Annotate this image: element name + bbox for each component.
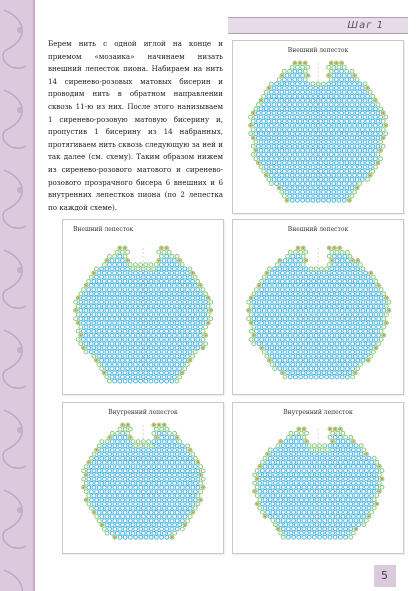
diagram-title: Внутренний лепесток (108, 409, 178, 416)
diagram-inner-petal-1 (62, 402, 224, 554)
diagram-title: Внутренний лепесток (283, 409, 353, 416)
diagram-outer-petal-2 (62, 219, 224, 395)
bead-pattern-graphic (63, 403, 223, 553)
page-number: 5 (381, 569, 388, 582)
step-label: Шаг 1 (347, 20, 384, 31)
sidebar-divider (33, 0, 35, 591)
bead-pattern-graphic (63, 220, 223, 394)
bead-pattern-graphic (233, 403, 403, 553)
step-header-bar (228, 17, 408, 34)
diagram-title: Внешний лепесток (287, 47, 349, 54)
bead-pattern-graphic (233, 220, 403, 394)
diagram-title: Внешний лепесток (287, 226, 349, 233)
bead-pattern-graphic (233, 41, 403, 213)
diagram-inner-petal-2 (232, 402, 404, 554)
page-number-box (374, 565, 396, 587)
floral-ornament (0, 0, 33, 591)
intro-paragraph: Берем нить с одной иглой на конце и приемом «мозаика» начинаем низать внешний лепесток пиона. Набираем на нить 14 сиренево-розовых матовых бисерин и проводим нить в обратном направлении сквозь 11-ю из них. После этого нанизываем 1 сиренево-розовую матовую бисерину и, пропустив 1 бисерину из 14 набранных, протягиваем нить сквозь следующую за ней и так далее (см. схему). Таким образом нижем из сиренево-розового матового и сиренево-розового прозрачного бисера 6 внешних и 6 внутренних лепестков пиона (по 2 лепестка по каждой схеме). (48, 39, 223, 212)
diagram-outer-petal-3 (232, 219, 404, 395)
diagram-outer-petal-1 (232, 40, 404, 214)
decorative-sidebar (0, 0, 33, 591)
diagram-title: Внешний лепесток (73, 226, 134, 233)
